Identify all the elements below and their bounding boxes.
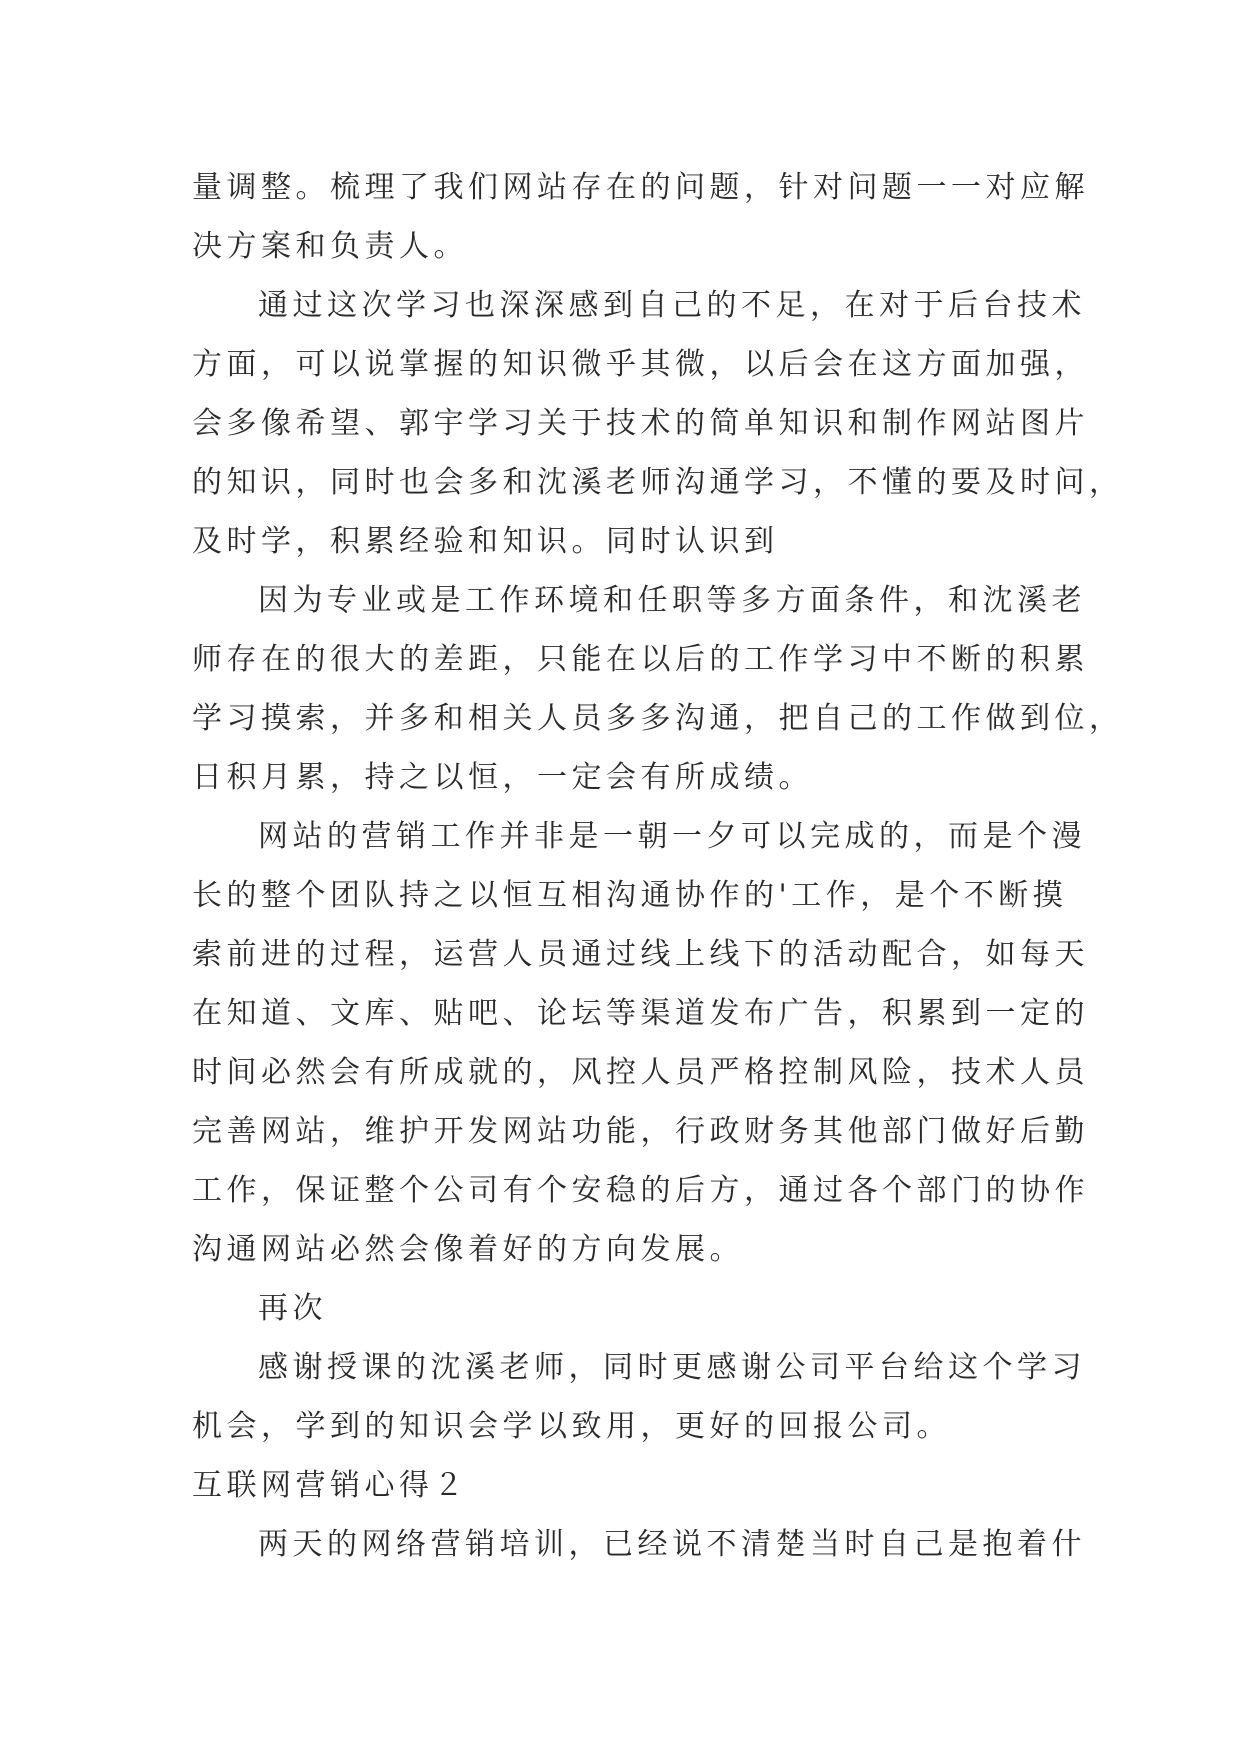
- text-line: 日积月累，持之以恒，一定会有所成绩。: [192, 760, 813, 795]
- text-line: 工作，保证整个公司有个安稳的后方，通过各个部门的协作: [192, 1173, 1089, 1208]
- text-line: 会多像希望、郭宇学习关于技术的简单知识和制作网站图片: [192, 406, 1089, 441]
- text-line: 长的整个团队持之以恒互相沟通协作的'工作，是个不断摸: [192, 878, 1068, 913]
- paragraph-first-line: 通过这次学习也深深感到自己的不足，在对于后台技术: [258, 288, 1086, 323]
- text-line: 量调整。梳理了我们网站存在的问题，针对问题一一对应解: [192, 170, 1089, 205]
- text-line: 的知识，同时也会多和沈溪老师沟通学习，不懂的要及时问，: [192, 465, 1124, 500]
- text-line: 沟通网站必然会像着好的方向发展。: [192, 1232, 744, 1267]
- text-line: 决方案和负责人。: [192, 229, 468, 264]
- paragraph-first-line: 网站的营销工作并非是一朝一夕可以完成的，而是个漫: [258, 819, 1086, 854]
- text-line: 及时学，积累经验和知识。同时认识到: [192, 524, 779, 559]
- paragraph-first-line: 感谢授课的沈溪老师，同时更感谢公司平台给这个学习: [258, 1350, 1086, 1385]
- paragraph-first-line: 再次: [258, 1291, 327, 1326]
- text-line: 师存在的很大的差距，只能在以后的工作学习中不断的积累: [192, 642, 1089, 677]
- text-line: 学习摸索，并多和相关人员多多沟通，把自己的工作做到位，: [192, 701, 1124, 736]
- text-line: 完善网站，维护开发网站功能，行政财务其他部门做好后勤: [192, 1114, 1089, 1149]
- text-line: 方面，可以说掌握的知识微乎其微，以后会在这方面加强，: [192, 347, 1089, 382]
- paragraph-first-line: 因为专业或是工作环境和任职等多方面条件，和沈溪老: [258, 583, 1086, 618]
- section-heading: 互联网营销心得２: [192, 1468, 468, 1503]
- text-line: 在知道、文库、贴吧、论坛等渠道发布广告，积累到一定的: [192, 996, 1089, 1031]
- text-line: 索前进的过程，运营人员通过线上线下的活动配合，如每天: [192, 937, 1089, 972]
- text-line: 时间必然会有所成就的，风控人员严格控制风险，技术人员: [192, 1055, 1089, 1090]
- text-line: 机会，学到的知识会学以致用，更好的回报公司。: [192, 1409, 951, 1444]
- paragraph-first-line: 两天的网络营销培训，已经说不清楚当时自己是抱着什: [258, 1527, 1086, 1562]
